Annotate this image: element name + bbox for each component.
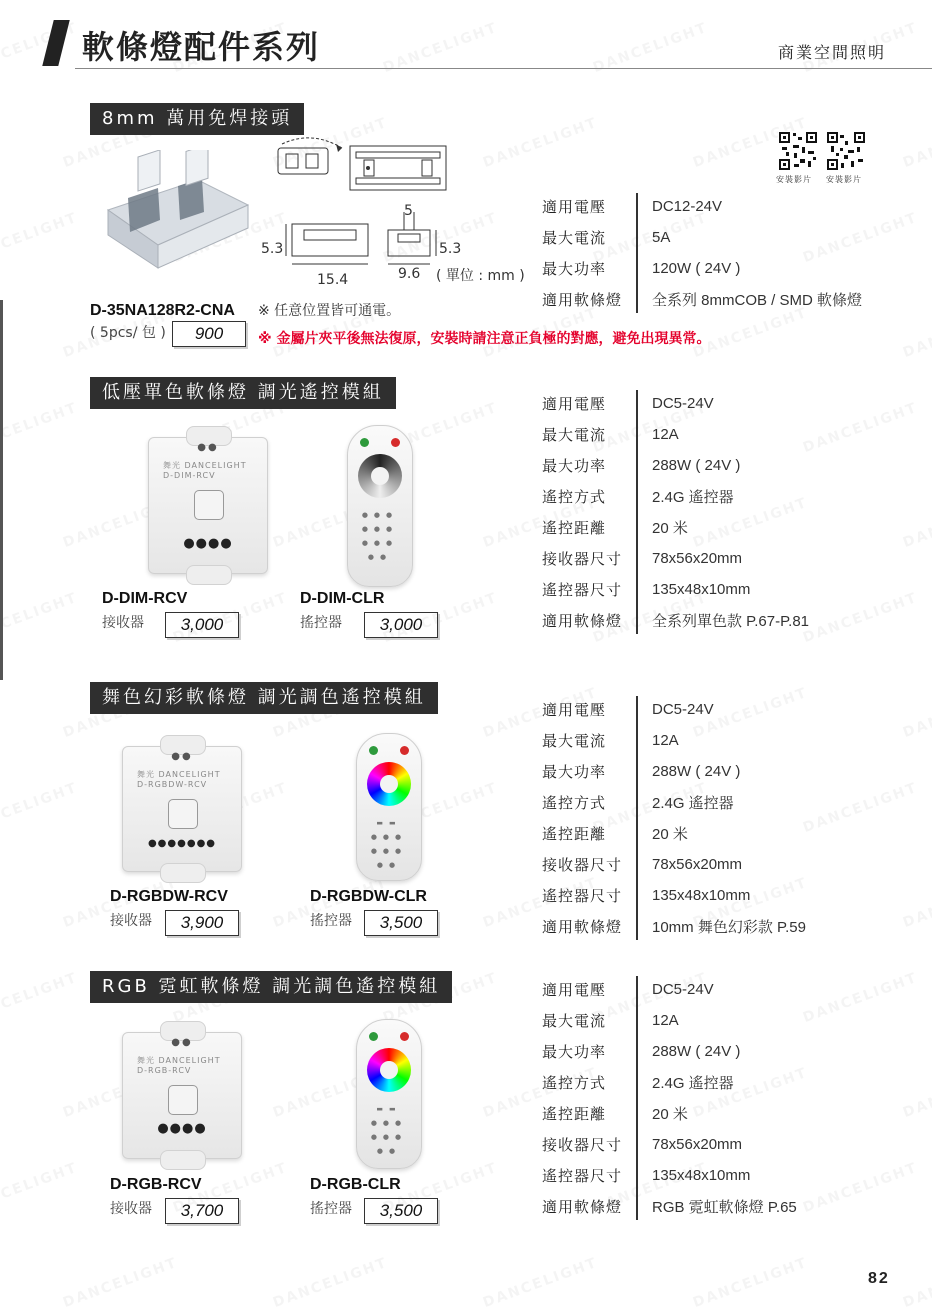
spec-value: RGB 霓虹軟條燈 P.65	[652, 1199, 797, 1216]
sku-remote-dim: D-DIM-CLR	[300, 590, 385, 607]
watermark-text	[901, 875, 932, 931]
spec-row	[542, 1129, 902, 1160]
spec-row	[542, 849, 902, 880]
spec-row	[542, 191, 902, 222]
watermark-text	[901, 495, 932, 551]
spec-value: 10mm 舞色幻彩款 P.59	[652, 919, 806, 936]
spec-label: 最大電流	[542, 1012, 607, 1030]
watermark-text	[0, 210, 80, 266]
watermark-text	[271, 1255, 390, 1310]
price-remote-dim: 3,000	[364, 612, 438, 638]
spec-value: 288W ( 24V )	[652, 457, 741, 474]
dim-unit: ( 單位 : mm )	[436, 268, 525, 284]
spec-row	[542, 450, 902, 481]
spec-label: 適用軟條燈	[542, 1198, 623, 1216]
watermark-text	[901, 305, 932, 361]
watermark-text	[0, 970, 80, 1026]
section-title-connector: 8mm 萬用免焊接頭	[90, 103, 304, 135]
spec-label: 適用電壓	[542, 981, 607, 999]
price-remote-rgb: 3,500	[364, 1198, 438, 1224]
sku-connector: D-35NA128R2-CNA	[90, 302, 235, 319]
dim-5-3-left: 5.3	[261, 241, 284, 257]
page-title: 軟條燈配件系列	[82, 28, 321, 66]
spec-value: 135x48x10mm	[652, 1167, 751, 1184]
spec-label: 遙控方式	[542, 1074, 607, 1092]
note-any-position: ※ 任意位置皆可通電。	[258, 303, 401, 319]
spec-row	[542, 974, 902, 1005]
watermark-text	[0, 590, 80, 646]
spec-row	[542, 787, 902, 818]
spec-label: 最大功率	[542, 763, 607, 781]
price-box: 900	[172, 321, 246, 347]
spec-label: 遙控方式	[542, 794, 607, 812]
warning-note: ※ 金屬片夾平後無法復原，安裝時請注意正負極的對應，避免出現異常。	[258, 331, 711, 347]
price-receiver-rgbdw: 3,900	[165, 910, 239, 936]
spec-row	[542, 1098, 902, 1129]
receiver-image-rgbdw: ●● 舞光 DANCELIGHT D-RGBDW-RCV ●●●●●●●	[122, 746, 242, 872]
sku-remote-rgb: D-RGB-CLR	[310, 1176, 401, 1193]
spec-value: 78x56x20mm	[652, 550, 743, 567]
role-receiver-rgb: 接收器	[110, 1201, 152, 1217]
section-title-rgb-neon: RGB 霓虹軟條燈 調光調色遙控模組	[90, 971, 452, 1003]
brightness-wheel-icon	[358, 454, 402, 498]
spec-divider	[636, 193, 638, 313]
spec-row	[542, 756, 902, 787]
spec-row	[542, 911, 902, 942]
receiver-brand-label: 舞光 DANCELIGHT D-RGB-RCV	[137, 1056, 221, 1075]
watermark-text	[0, 20, 80, 76]
sku-remote-rgbdw: D-RGBDW-CLR	[310, 888, 427, 905]
role-receiver-rgbdw: 接收器	[110, 913, 152, 929]
spec-value: 2.4G 遙控器	[652, 795, 734, 812]
remote-image-rgbdw: ▬▬ ●●● ●●● ●●	[356, 733, 422, 881]
spec-divider	[636, 390, 638, 634]
dim-9-6: 9.6	[398, 266, 421, 282]
power-on-icon	[369, 1032, 378, 1041]
spec-label: 遙控距離	[542, 825, 607, 843]
spec-label: 最大功率	[542, 457, 607, 475]
spec-label: 最大電流	[542, 426, 607, 444]
spec-label: 遙控方式	[542, 488, 607, 506]
spec-value: 20 米	[652, 1106, 688, 1123]
spec-value: 288W ( 24V )	[652, 763, 741, 780]
price-receiver-rgb: 3,700	[165, 1198, 239, 1224]
watermark-text	[0, 400, 80, 456]
spec-value: 全系列單色款 P.67-P.81	[652, 613, 810, 630]
spec-table-rgbdw	[542, 694, 902, 942]
spec-value: 78x56x20mm	[652, 1136, 743, 1153]
spec-label: 遙控器尺寸	[542, 887, 623, 905]
spec-label: 適用電壓	[542, 395, 607, 413]
spec-value: 288W ( 24V )	[652, 1043, 741, 1060]
role-remote-rgbdw: 搖控器	[310, 913, 352, 929]
spec-row	[542, 253, 902, 284]
qr-label-2: 安裝影片	[826, 175, 862, 184]
receiver-image-dim: ●● 舞光 DANCELIGHT D-DIM-RCV ●●●●	[148, 437, 268, 574]
role-remote-rgb: 搖控器	[310, 1201, 352, 1217]
price-receiver-dim: 3,000	[165, 612, 239, 638]
role-remote-dim: 搖控器	[300, 615, 342, 631]
receiver-button	[168, 799, 198, 829]
spec-table-mono-dimmer	[542, 388, 902, 636]
spec-value: 20 米	[652, 826, 688, 843]
pack-quantity: ( 5pcs/ 包 )	[90, 325, 166, 341]
spec-row	[542, 512, 902, 543]
spec-divider	[636, 696, 638, 940]
spec-row	[542, 880, 902, 911]
qr-icon	[826, 131, 866, 171]
spec-label: 適用電壓	[542, 701, 607, 719]
watermark-text	[0, 1160, 80, 1216]
watermark-text	[901, 115, 932, 171]
spec-value: 20 米	[652, 520, 688, 537]
watermark-text	[691, 1255, 810, 1310]
spec-row	[542, 818, 902, 849]
section-title-rgbdw: 舞色幻彩軟條燈 調光調色遙控模組	[90, 682, 438, 714]
sku-receiver-rgbdw: D-RGBDW-RCV	[110, 888, 228, 905]
power-on-icon	[360, 438, 369, 447]
spec-row	[542, 419, 902, 450]
watermark-text	[0, 780, 80, 836]
dim-5-3-right: 5.3	[439, 241, 462, 257]
spec-label: 遙控器尺寸	[542, 581, 623, 599]
role-receiver-dim: 接收器	[102, 615, 144, 631]
dim-5: 5	[404, 203, 413, 219]
section-title-mono-dimmer: 低壓單色軟條燈 調光遙控模組	[90, 377, 396, 409]
spec-row	[542, 694, 902, 725]
power-off-icon	[400, 1032, 409, 1041]
spec-value: DC5-24V	[652, 701, 714, 718]
receiver-button	[168, 1085, 198, 1115]
spec-label: 遙控距離	[542, 1105, 607, 1123]
spec-row	[542, 1036, 902, 1067]
spec-table-rgb-neon	[542, 974, 902, 1222]
spec-value: 2.4G 遙控器	[652, 1075, 734, 1092]
power-off-icon	[391, 438, 400, 447]
spec-value: 12A	[652, 732, 679, 749]
spec-value: DC5-24V	[652, 981, 714, 998]
dim-15-4: 15.4	[317, 272, 349, 288]
spec-value: 135x48x10mm	[652, 581, 751, 598]
spec-value: 2.4G 遙控器	[652, 489, 734, 506]
power-on-icon	[369, 746, 378, 755]
color-wheel-icon	[367, 1048, 411, 1092]
spec-label: 接收器尺寸	[542, 550, 623, 568]
sku-receiver-dim: D-DIM-RCV	[102, 590, 188, 607]
remote-image-dim: ●●● ●●● ●●● ●●	[347, 425, 413, 587]
spec-row	[542, 388, 902, 419]
spec-label: 接收器尺寸	[542, 856, 623, 874]
spec-row	[542, 605, 902, 636]
spec-value: DC12-24V	[652, 198, 723, 215]
remote-image-rgb: ▬▬ ●●● ●●● ●●	[356, 1019, 422, 1169]
receiver-brand-label: 舞光 DANCELIGHT D-DIM-RCV	[163, 461, 247, 480]
qr-label-1: 安裝影片	[776, 175, 812, 184]
spec-label: 遙控器尺寸	[542, 1167, 623, 1185]
spec-value: DC5-24V	[652, 395, 714, 412]
spec-label: 接收器尺寸	[542, 1136, 623, 1154]
watermark-text	[481, 1255, 600, 1310]
spec-label: 遙控距離	[542, 519, 607, 537]
connector-product-image	[98, 150, 258, 284]
spec-label: 最大功率	[542, 1043, 607, 1061]
spec-label: 適用電壓	[542, 198, 607, 216]
spec-label: 適用軟條燈	[542, 612, 623, 630]
spec-value: 全系列 8mmCOB / SMD 軟條燈	[652, 292, 863, 309]
spec-row	[542, 725, 902, 756]
spec-label: 適用軟條燈	[542, 291, 623, 309]
spec-row	[542, 222, 902, 253]
spec-row	[542, 284, 902, 315]
qr-code-1[interactable]	[778, 131, 818, 175]
spec-label: 最大功率	[542, 260, 607, 278]
spec-value: 78x56x20mm	[652, 856, 743, 873]
qr-code-2[interactable]	[826, 131, 866, 175]
spec-row	[542, 1191, 902, 1222]
spec-value: 120W ( 24V )	[652, 260, 741, 277]
spec-row	[542, 543, 902, 574]
receiver-button	[194, 490, 224, 520]
price-remote-rgbdw: 3,500	[364, 910, 438, 936]
spec-label: 適用軟條燈	[542, 918, 623, 936]
left-edge-rule	[0, 300, 3, 680]
color-wheel-icon	[367, 762, 411, 806]
header-divider	[75, 68, 932, 69]
spec-row	[542, 574, 902, 605]
watermark-text	[61, 1255, 180, 1310]
watermark-text	[901, 1255, 932, 1310]
spec-label: 最大電流	[542, 732, 607, 750]
receiver-image-rgb: ●● 舞光 DANCELIGHT D-RGB-RCV ●●●●	[122, 1032, 242, 1159]
spec-value: 5A	[652, 229, 671, 246]
spec-value: 12A	[652, 426, 679, 443]
watermark-text	[901, 685, 932, 741]
spec-value: 12A	[652, 1012, 679, 1029]
qr-icon	[778, 131, 818, 171]
page-number: 82	[868, 1270, 890, 1287]
spec-label: 最大電流	[542, 229, 607, 247]
category-label: 商業空間照明	[777, 43, 886, 62]
sku-receiver-rgb: D-RGB-RCV	[110, 1176, 202, 1193]
spec-row	[542, 1160, 902, 1191]
spec-table-connector	[542, 191, 902, 315]
spec-divider	[636, 976, 638, 1220]
spec-row	[542, 1005, 902, 1036]
receiver-brand-label: 舞光 DANCELIGHT D-RGBDW-RCV	[137, 770, 221, 789]
header-accent-bar	[42, 20, 69, 66]
spec-row	[542, 481, 902, 512]
watermark-text	[901, 1065, 932, 1121]
spec-value: 135x48x10mm	[652, 887, 751, 904]
power-off-icon	[400, 746, 409, 755]
spec-row	[542, 1067, 902, 1098]
